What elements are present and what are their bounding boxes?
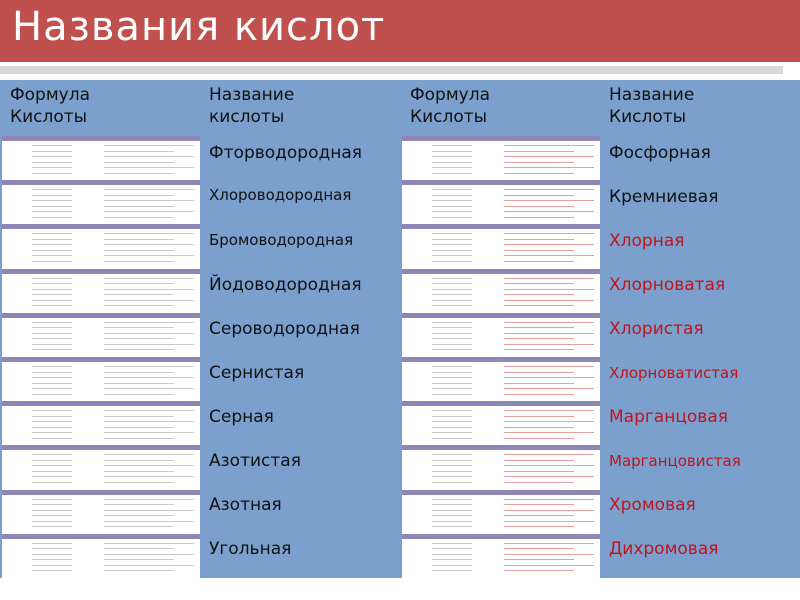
formula-thumb-line (504, 421, 594, 422)
left-name-10: Угольная (209, 539, 292, 559)
formula-thumb-line (504, 482, 574, 483)
formula-thumb-header (402, 136, 600, 141)
formula-thumb-header (402, 490, 600, 495)
formula-thumb-line (32, 333, 72, 334)
formula-thumb-line (32, 283, 72, 284)
formula-thumb-line (432, 344, 472, 345)
right-name-10: Дихромовая (609, 539, 719, 559)
formula-thumb-line (104, 151, 174, 152)
formula-thumb-line (432, 283, 472, 284)
formula-thumb-header (2, 401, 200, 406)
formula-thumb-line (504, 162, 574, 163)
formula-thumb-line (504, 233, 594, 234)
formula-thumb-line (32, 471, 72, 472)
formula-thumb-line (504, 255, 594, 256)
formula-thumb-line (504, 145, 594, 146)
formula-thumb-line (104, 162, 174, 163)
formula-thumb-header (2, 357, 200, 362)
formula-thumb-line (504, 156, 594, 157)
formula-thumb-line (432, 432, 472, 433)
formula-thumb-line (504, 465, 594, 466)
right-name-4: Хлорноватая (609, 275, 726, 295)
formula-thumb-line (32, 548, 72, 549)
formula-thumb-line (504, 548, 574, 549)
formula-thumb-line (104, 454, 194, 455)
formula-thumb-line (432, 565, 472, 566)
formula-thumb-line (432, 416, 472, 417)
formula-thumb-line (432, 410, 472, 411)
formula-thumb-line (432, 261, 472, 262)
formula-thumb-header (402, 269, 600, 274)
formula-thumb-line (432, 300, 472, 301)
left-name-7: Серная (209, 407, 274, 427)
formula-thumb-line (104, 482, 174, 483)
formula-thumb-line (504, 388, 594, 389)
right-name-6: Хлорноватистая (609, 364, 739, 382)
formula-thumb-line (432, 438, 472, 439)
formula-thumb-line (504, 570, 574, 571)
formula-thumb-line (504, 327, 574, 328)
formula-thumb-line (432, 510, 472, 511)
formula-thumb-line (432, 217, 472, 218)
formula-thumb-line (104, 261, 174, 262)
formula-thumb-line (32, 195, 72, 196)
formula-thumb-line (104, 305, 174, 306)
formula-thumb-line (104, 327, 174, 328)
formula-thumb-header (402, 357, 600, 362)
formula-thumb-line (32, 377, 72, 378)
formula-thumb-line (504, 338, 574, 339)
formula-thumb-line (32, 510, 72, 511)
formula-thumb-line (104, 200, 194, 201)
formula-thumb-header (2, 534, 200, 539)
formula-thumb-line (32, 151, 72, 152)
formula-thumb-line (432, 526, 472, 527)
formula-thumb-line (432, 289, 472, 290)
formula-thumb-line (104, 233, 194, 234)
formula-thumb-line (32, 521, 72, 522)
formula-thumb-line (104, 476, 194, 477)
formula-thumb-line (504, 554, 594, 555)
formula-thumb-line (104, 394, 174, 395)
formula-thumb-line (504, 377, 594, 378)
formula-thumb-line (432, 543, 472, 544)
formula-thumb-line (104, 173, 174, 174)
formula-thumb-header (2, 313, 200, 318)
header-left-formula-line1: Формула (10, 85, 90, 105)
formula-thumb-line (104, 283, 174, 284)
formula-thumb-line (504, 278, 594, 279)
left-formula-images (2, 136, 200, 578)
formula-thumb-line (32, 554, 72, 555)
formula-thumb-line (32, 460, 72, 461)
formula-thumb-line (504, 432, 594, 433)
formula-thumb-line (432, 167, 472, 168)
formula-thumb-line (104, 344, 194, 345)
formula-thumb-line (504, 471, 574, 472)
page-title: Названия кислот (12, 4, 386, 50)
formula-thumb-line (504, 454, 594, 455)
formula-thumb-line (504, 526, 574, 527)
formula-thumb-line (432, 388, 472, 389)
formula-thumb-line (504, 504, 574, 505)
formula-thumb-line (432, 189, 472, 190)
formula-thumb-line (504, 151, 574, 152)
right-name-3: Хлорная (609, 231, 685, 251)
header-right-name-line2: Кислоты (609, 107, 687, 127)
formula-thumb-line (432, 377, 472, 378)
formula-thumb-line (504, 211, 594, 212)
formula-thumb-line (104, 526, 174, 527)
formula-thumb-line (104, 570, 174, 571)
left-name-1: Фторводородная (209, 143, 363, 163)
formula-thumb-line (32, 476, 72, 477)
formula-thumb-line (432, 554, 472, 555)
formula-thumb-line (432, 206, 472, 207)
formula-thumb-header (402, 313, 600, 318)
formula-thumb-line (432, 476, 472, 477)
formula-thumb-line (32, 438, 72, 439)
title-divider (0, 66, 800, 74)
formula-thumb-header (402, 445, 600, 450)
formula-thumb-line (432, 255, 472, 256)
right-name-7: Марганцовая (609, 407, 728, 427)
formula-thumb-line (432, 294, 472, 295)
formula-thumb-header (402, 180, 600, 185)
formula-thumb-line (504, 289, 594, 290)
formula-thumb-line (432, 195, 472, 196)
formula-thumb-line (32, 344, 72, 345)
formula-thumb-line (504, 427, 574, 428)
formula-thumb-line (504, 372, 574, 373)
formula-thumb-line (504, 294, 574, 295)
left-name-8: Азотистая (209, 451, 301, 471)
formula-thumb-line (432, 471, 472, 472)
formula-thumb-line (432, 570, 472, 571)
formula-thumb-line (32, 156, 72, 157)
formula-thumb-line (432, 200, 472, 201)
formula-thumb-line (32, 300, 72, 301)
formula-thumb-line (104, 548, 174, 549)
formula-thumb-line (32, 244, 72, 245)
formula-thumb-line (504, 300, 594, 301)
formula-thumb-line (32, 410, 72, 411)
formula-thumb-line (432, 145, 472, 146)
formula-thumb-line (104, 565, 194, 566)
formula-thumb-line (432, 515, 472, 516)
formula-thumb-line (104, 510, 194, 511)
formula-thumb-line (32, 543, 72, 544)
right-name-2: Кремниевая (609, 187, 719, 207)
formula-thumb-line (32, 383, 72, 384)
formula-thumb-line (504, 250, 574, 251)
formula-thumb-line (32, 294, 72, 295)
formula-thumb-line (104, 377, 194, 378)
formula-thumb-line (432, 239, 472, 240)
formula-thumb-line (32, 366, 72, 367)
right-formula-images (402, 136, 600, 578)
formula-thumb-line (32, 565, 72, 566)
formula-thumb-line (432, 162, 472, 163)
formula-thumb-line (432, 327, 472, 328)
formula-thumb-header (402, 534, 600, 539)
formula-thumb-line (504, 217, 574, 218)
formula-thumb-line (504, 366, 594, 367)
formula-thumb-line (504, 559, 574, 560)
formula-thumb-line (32, 559, 72, 560)
formula-thumb-line (32, 454, 72, 455)
left-name-6: Сернистая (209, 363, 305, 383)
formula-thumb-line (104, 465, 194, 466)
formula-thumb-line (32, 250, 72, 251)
formula-thumb-line (104, 383, 174, 384)
formula-thumb-line (104, 255, 194, 256)
formula-thumb-line (104, 322, 194, 323)
formula-thumb-header (2, 445, 200, 450)
formula-thumb-line (504, 195, 574, 196)
header-right-formula (410, 84, 490, 128)
formula-thumb-line (504, 499, 594, 500)
formula-thumb-line (432, 305, 472, 306)
formula-thumb-line (504, 521, 594, 522)
formula-thumb-line (32, 239, 72, 240)
formula-thumb-line (432, 482, 472, 483)
formula-thumb-line (32, 255, 72, 256)
formula-thumb-header (2, 490, 200, 495)
formula-thumb-header (402, 401, 600, 406)
header-right-formula-line1: Формула (410, 85, 490, 105)
formula-thumb-line (104, 366, 194, 367)
formula-thumb-line (104, 460, 174, 461)
formula-thumb-line (104, 145, 194, 146)
formula-thumb-line (432, 250, 472, 251)
formula-thumb-line (504, 349, 574, 350)
formula-thumb-line (32, 427, 72, 428)
right-name-8: Марганцовистая (609, 452, 741, 470)
formula-thumb-line (432, 465, 472, 466)
formula-thumb-line (104, 349, 174, 350)
formula-thumb-line (432, 548, 472, 549)
formula-thumb-line (32, 211, 72, 212)
formula-thumb-line (432, 333, 472, 334)
left-name-9: Азотная (209, 495, 282, 515)
formula-thumb-line (432, 383, 472, 384)
header-right-name-line1: Название (609, 85, 695, 105)
formula-thumb-line (504, 200, 594, 201)
formula-thumb-line (32, 145, 72, 146)
formula-thumb-line (104, 543, 194, 544)
formula-thumb-line (104, 416, 174, 417)
formula-thumb-line (432, 349, 472, 350)
formula-thumb-line (504, 476, 594, 477)
formula-thumb-line (432, 372, 472, 373)
header-left-name-line2: кислоты (209, 107, 285, 127)
formula-thumb-line (32, 261, 72, 262)
formula-thumb-line (504, 261, 574, 262)
formula-thumb-header (2, 269, 200, 274)
left-name-5: Сероводородная (209, 319, 360, 339)
formula-thumb-line (104, 206, 174, 207)
formula-thumb-line (504, 515, 574, 516)
formula-thumb-line (32, 465, 72, 466)
formula-thumb-line (504, 565, 594, 566)
formula-thumb-line (432, 173, 472, 174)
header-left-name-line1: Название (209, 85, 295, 105)
formula-thumb-line (104, 195, 174, 196)
formula-thumb-line (504, 333, 594, 334)
formula-thumb-line (32, 305, 72, 306)
formula-thumb-line (32, 394, 72, 395)
formula-thumb-line (104, 554, 194, 555)
formula-thumb-line (32, 526, 72, 527)
header-right-name (609, 84, 694, 128)
formula-thumb-line (104, 244, 194, 245)
formula-thumb-header (2, 224, 200, 229)
formula-thumb-line (504, 305, 574, 306)
formula-thumb-line (32, 338, 72, 339)
formula-thumb-line (432, 421, 472, 422)
formula-thumb-line (504, 438, 574, 439)
header-left-formula (10, 84, 90, 128)
formula-thumb-line (104, 278, 194, 279)
formula-thumb-line (504, 239, 574, 240)
formula-thumb-line (104, 294, 174, 295)
formula-thumb-line (104, 471, 174, 472)
formula-thumb-line (504, 410, 594, 411)
formula-thumb-line (104, 559, 174, 560)
formula-thumb-line (432, 278, 472, 279)
formula-thumb-line (504, 167, 594, 168)
formula-thumb-line (432, 521, 472, 522)
formula-thumb-line (32, 173, 72, 174)
formula-thumb-line (504, 173, 574, 174)
formula-thumb-line (504, 416, 574, 417)
formula-thumb-line (504, 344, 594, 345)
formula-thumb-line (32, 504, 72, 505)
formula-thumb-line (432, 499, 472, 500)
formula-thumb-line (104, 521, 194, 522)
formula-thumb-line (32, 421, 72, 422)
formula-thumb-line (32, 432, 72, 433)
formula-thumb-header (2, 180, 200, 185)
formula-thumb-line (104, 333, 194, 334)
left-name-4: Йодоводородная (209, 275, 362, 295)
formula-thumb-line (32, 322, 72, 323)
header-right-formula-line2: Кислоты (410, 107, 488, 127)
title-divider-gap (783, 62, 800, 74)
formula-thumb-line (32, 372, 72, 373)
left-name-2: Хлороводородная (209, 186, 352, 204)
formula-thumb-line (104, 211, 194, 212)
formula-thumb-line (32, 482, 72, 483)
formula-thumb-line (104, 438, 174, 439)
formula-thumb-line (432, 233, 472, 234)
formula-thumb-line (104, 217, 174, 218)
formula-thumb-line (432, 366, 472, 367)
header-left-formula-line2: Кислоты (10, 107, 88, 127)
formula-thumb-line (104, 167, 194, 168)
header-left-name (209, 84, 294, 128)
formula-thumb-line (432, 504, 472, 505)
formula-thumb-line (104, 189, 194, 190)
formula-thumb-line (32, 499, 72, 500)
right-name-9: Хромовая (609, 495, 696, 515)
formula-thumb-line (104, 499, 194, 500)
formula-thumb-line (104, 300, 194, 301)
formula-thumb-line (432, 244, 472, 245)
formula-thumb-line (432, 151, 472, 152)
formula-thumb-line (432, 460, 472, 461)
formula-thumb-line (32, 167, 72, 168)
formula-thumb-line (104, 338, 174, 339)
formula-thumb-line (104, 515, 174, 516)
formula-thumb-line (504, 322, 594, 323)
formula-thumb-line (104, 388, 194, 389)
formula-thumb-line (504, 394, 574, 395)
left-name-3: Бромоводородная (209, 231, 354, 249)
formula-thumb-line (32, 200, 72, 201)
formula-thumb-line (504, 543, 594, 544)
formula-thumb-line (104, 504, 174, 505)
formula-thumb-header (402, 224, 600, 229)
formula-thumb-line (504, 383, 574, 384)
formula-thumb-line (504, 206, 574, 207)
formula-thumb-line (32, 206, 72, 207)
formula-thumb-line (104, 289, 194, 290)
formula-thumb-line (32, 278, 72, 279)
formula-thumb-line (32, 217, 72, 218)
formula-thumb-line (504, 510, 594, 511)
formula-thumb-line (432, 559, 472, 560)
formula-thumb-line (32, 515, 72, 516)
formula-thumb-line (104, 250, 174, 251)
formula-thumb-line (504, 283, 574, 284)
formula-thumb-header (2, 136, 200, 141)
formula-thumb-line (32, 388, 72, 389)
formula-thumb-line (432, 156, 472, 157)
formula-thumb-line (432, 394, 472, 395)
formula-thumb-line (104, 410, 194, 411)
formula-thumb-line (432, 211, 472, 212)
formula-thumb-line (432, 338, 472, 339)
formula-thumb-line (504, 189, 594, 190)
formula-thumb-line (32, 289, 72, 290)
formula-thumb-line (32, 233, 72, 234)
formula-thumb-line (104, 421, 194, 422)
formula-thumb-line (104, 432, 194, 433)
formula-thumb-line (432, 322, 472, 323)
formula-thumb-line (32, 570, 72, 571)
formula-thumb-line (32, 349, 72, 350)
formula-thumb-line (104, 156, 194, 157)
formula-thumb-line (104, 372, 174, 373)
formula-thumb-line (432, 454, 472, 455)
formula-thumb-line (432, 427, 472, 428)
formula-thumb-line (32, 189, 72, 190)
formula-thumb-line (104, 239, 174, 240)
formula-thumb-line (32, 162, 72, 163)
formula-thumb-line (32, 327, 72, 328)
formula-thumb-line (504, 460, 574, 461)
formula-thumb-line (32, 416, 72, 417)
right-name-5: Хлористая (609, 319, 704, 339)
right-name-1: Фосфорная (609, 143, 711, 163)
title-bar (0, 0, 800, 62)
formula-thumb-line (104, 427, 174, 428)
formula-thumb-line (504, 244, 594, 245)
